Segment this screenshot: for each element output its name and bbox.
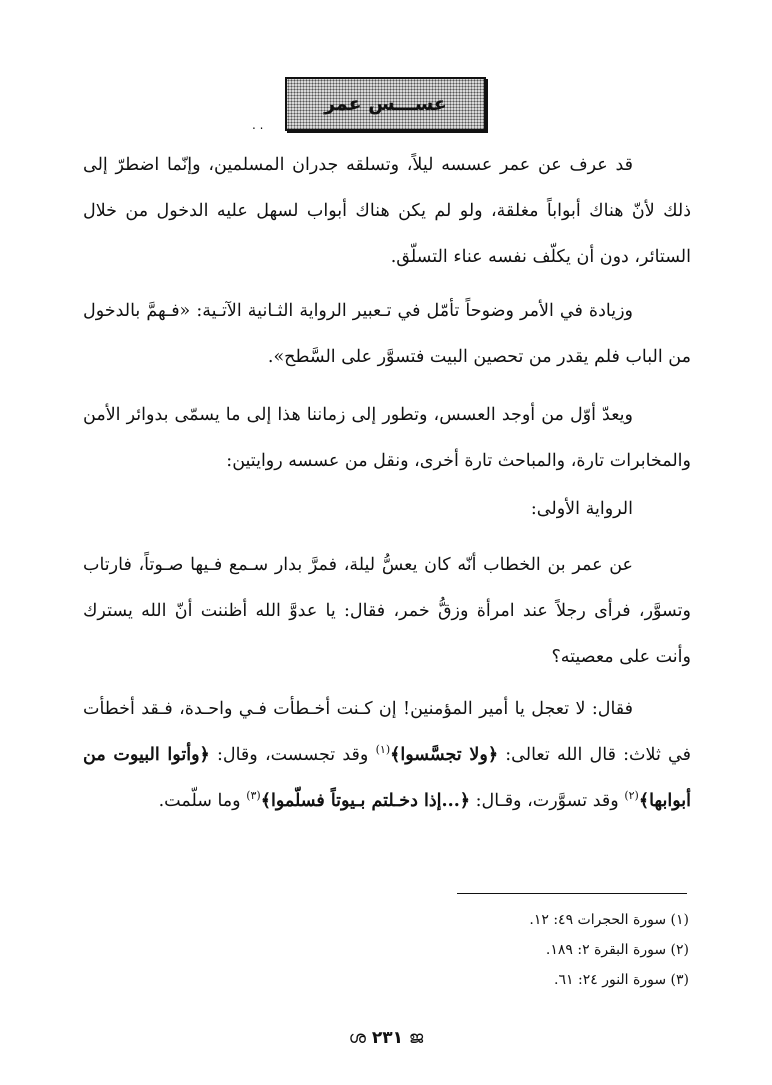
chapter-title-box [285,77,486,131]
paragraph-5 [83,542,691,680]
page-number-footer [0,1028,772,1048]
chapter-title: عســـس عمر [324,93,447,115]
folio-ornament-right: ജ [408,1028,424,1048]
page-number: ٢٣١ [371,1028,403,1048]
p6-text-4: وما سلّمت. [158,791,247,811]
paragraph-5-text: عن عمر بن الخطاب أنّه كان يعسُّ ليلة، فمرَّ بدار سـمع فـيها صـوتاً، فارتاب وتسوَّر، فرأى رجلاً عند امرأة وزقُّ خمر، فقال: يا عدوَّ الله أظننت أنّ الله يسترك وأنت على معصيته؟ [83,555,691,667]
paragraph-2-text: وزيادة في الأمر وضوحاً تأمّل في تـعبير الرواية الثـانية الآتـية: «فـهمَّ بالدخول من الباب فلم يقدر من تحصين البيت فتسوَّر على السَّطح». [83,301,691,367]
paragraph-4-heading [83,486,691,532]
paragraph-1 [83,142,691,280]
p6-text-2: وقد تجسست، وقال: [209,745,376,765]
quran-quote-3: ﴿...إذا دخـلتم بـيوتاً فسلّموا﴾ [260,791,471,811]
paragraph-1-text: قد عرف عن عمر عسسه ليلاً، وتسلقه جدران المسلمين، وإنّما اضطرّ إلى ذلك لأنّ هناك أبواباً مغلقة، ولو لم يكن هناك أبواب لسهل عليه الدخول من خلال الستائر، دون أن يكلّف نفسه عناء التسلّق. [83,155,691,267]
quran-quote-2: ﴿وأتوا البيوت من أبوابها﴾ [83,745,691,811]
footnote-ref-3: (٣) [246,789,261,803]
p6-text-1: فقال: لا تعجل يا أمير المؤمنين! إن كـنت أخـطأت فـي واحـدة، فـقد أخطأت في ثلاث: قال الله تعالى: [83,699,691,765]
paragraph-2 [83,288,691,380]
first-narration-heading: الرواية الأولى: [530,499,633,519]
paragraph-3 [83,392,691,484]
paragraph-6-text [83,686,691,824]
footnote-3: (٣) سورة النور ٢٤: ٦١. [554,972,689,988]
footnote-ref-1: (١) [375,743,391,757]
quran-quote-1: ﴿ولا تجسَّسوا﴾ [390,745,499,765]
footnote-1: (١) سورة الحجرات ٤٩: ١٢. [529,912,689,928]
footnote-2: (٢) سورة البقرة ٢: ١٨٩. [545,942,689,958]
footnotes [389,905,689,995]
decorative-dots: . . [252,118,264,132]
paragraph-6 [83,686,691,824]
footnote-divider [457,893,687,894]
p6-text-3: وقد تسوَّرت، وقـال: [470,791,625,811]
paragraph-3-text: ويعدّ أوّل من أوجد العسس، وتطور إلى زماننا هذا إلى ما يسمّى بدوائر الأمن والمخابرات تارة، والمباحث تارة أخرى، ونقل من عسسه روايتين: [83,405,691,471]
footnote-ref-2: (٢) [624,789,639,803]
folio-ornament-left: ശ [348,1028,366,1048]
